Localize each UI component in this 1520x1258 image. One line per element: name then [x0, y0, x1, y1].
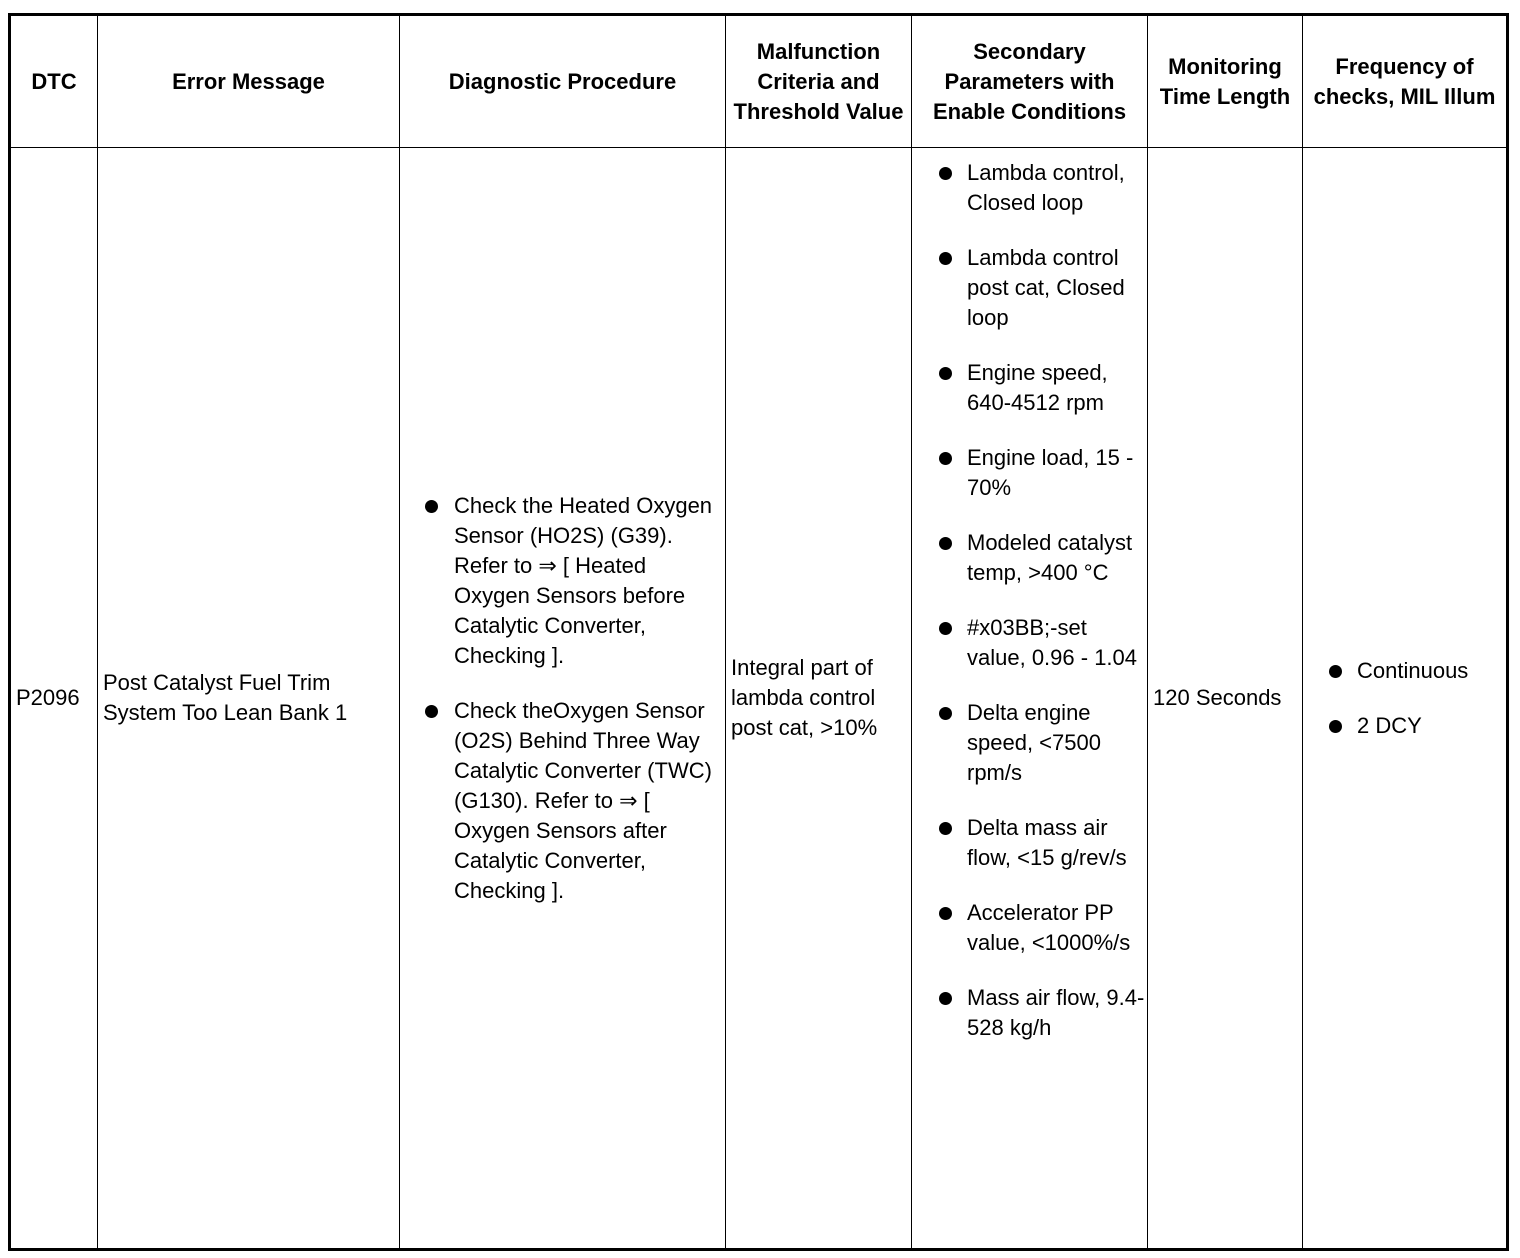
bullet-icon: [939, 537, 952, 550]
procedure-step: Check theOxygen Sensor (O2S) Behind Three Way Catalytic Converter (TWC) (G130). Refer to ⇒ [ Oxygen Sensors after Catalytic Converter, Checking ].: [454, 697, 712, 903]
header-diagnostic-procedure: Diagnostic Procedure: [400, 15, 726, 148]
parameter-text: Lambda control post cat, Closed loop: [967, 245, 1125, 330]
bullet-icon: [425, 705, 438, 718]
procedure-step: Check the Heated Oxygen Sensor (HO2S) (G39). Refer to ⇒ [ Heated Oxygen Sensors before Catalytic Converter, Checking ].: [454, 492, 713, 668]
dtc-table: [8, 13, 1509, 1251]
bullet-icon: [939, 367, 952, 380]
parameter-text: Lambda control, Closed loop: [967, 160, 1125, 215]
list-item: [917, 698, 1145, 788]
list-item: [917, 243, 1145, 333]
list-item: [1307, 711, 1501, 741]
list-item: [917, 898, 1145, 958]
error-message: Post Catalyst Fuel Trim System Too Lean Bank 1: [98, 148, 400, 1250]
header-row: [10, 15, 1508, 148]
table-row: [10, 148, 1508, 1250]
bullet-icon: [939, 992, 952, 1005]
header-dtc: DTC: [10, 15, 98, 148]
bullet-icon: [939, 707, 952, 720]
header-malfunction-criteria: Malfunction Criteria and Threshold Value: [726, 15, 912, 148]
header-monitoring-time: Monitoring Time Length: [1148, 15, 1303, 148]
frequency-text: Continuous: [1357, 657, 1469, 683]
list-item: [404, 491, 723, 671]
parameter-text: #x03BB;-set value, 0.96 - 1.04: [967, 615, 1138, 670]
secondary-parameters: [912, 148, 1148, 1250]
parameter-text: Engine speed, 640-4512 rpm: [967, 360, 1108, 415]
bullet-icon: [1329, 665, 1342, 678]
list-item: [917, 983, 1145, 1043]
dtc-code: P2096: [10, 148, 98, 1250]
list-item: [917, 443, 1145, 503]
frequency: [1303, 148, 1508, 1250]
bullet-icon: [939, 452, 952, 465]
bullet-icon: [939, 822, 952, 835]
list-item: [917, 813, 1145, 873]
list-item: [917, 158, 1145, 218]
list-item: [1307, 656, 1501, 686]
parameter-text: Modeled catalyst temp, >400 °C: [967, 530, 1133, 585]
bullet-icon: [939, 252, 952, 265]
header-secondary-parameters: Secondary Parameters with Enable Conditions: [912, 15, 1148, 148]
list-item: [917, 613, 1145, 673]
header-error-message: Error Message: [98, 15, 400, 148]
list-item: [917, 528, 1145, 588]
bullet-icon: [425, 500, 438, 513]
list-item: [917, 358, 1145, 418]
list-item: [404, 696, 723, 906]
bullet-icon: [939, 622, 952, 635]
parameter-text: Delta mass air flow, <15 g/rev/s: [967, 815, 1127, 870]
frequency-text: 2 DCY: [1357, 712, 1422, 738]
bullet-icon: [939, 167, 952, 180]
diagnostic-procedure: [400, 148, 726, 1250]
parameter-text: Mass air flow, 9.4-528 kg/h: [967, 985, 1145, 1040]
bullet-icon: [1329, 720, 1342, 733]
header-frequency: Frequency of checks, MIL Illum: [1303, 15, 1508, 148]
malfunction-criteria: Integral part of lambda control post cat, >10%: [726, 148, 912, 1250]
parameter-text: Accelerator PP value, <1000%/s: [967, 900, 1131, 955]
parameter-text: Engine load, 15 - 70%: [967, 445, 1134, 500]
bullet-icon: [939, 907, 952, 920]
parameter-text: Delta engine speed, <7500 rpm/s: [967, 700, 1101, 785]
monitoring-time: 120 Seconds: [1148, 148, 1303, 1250]
